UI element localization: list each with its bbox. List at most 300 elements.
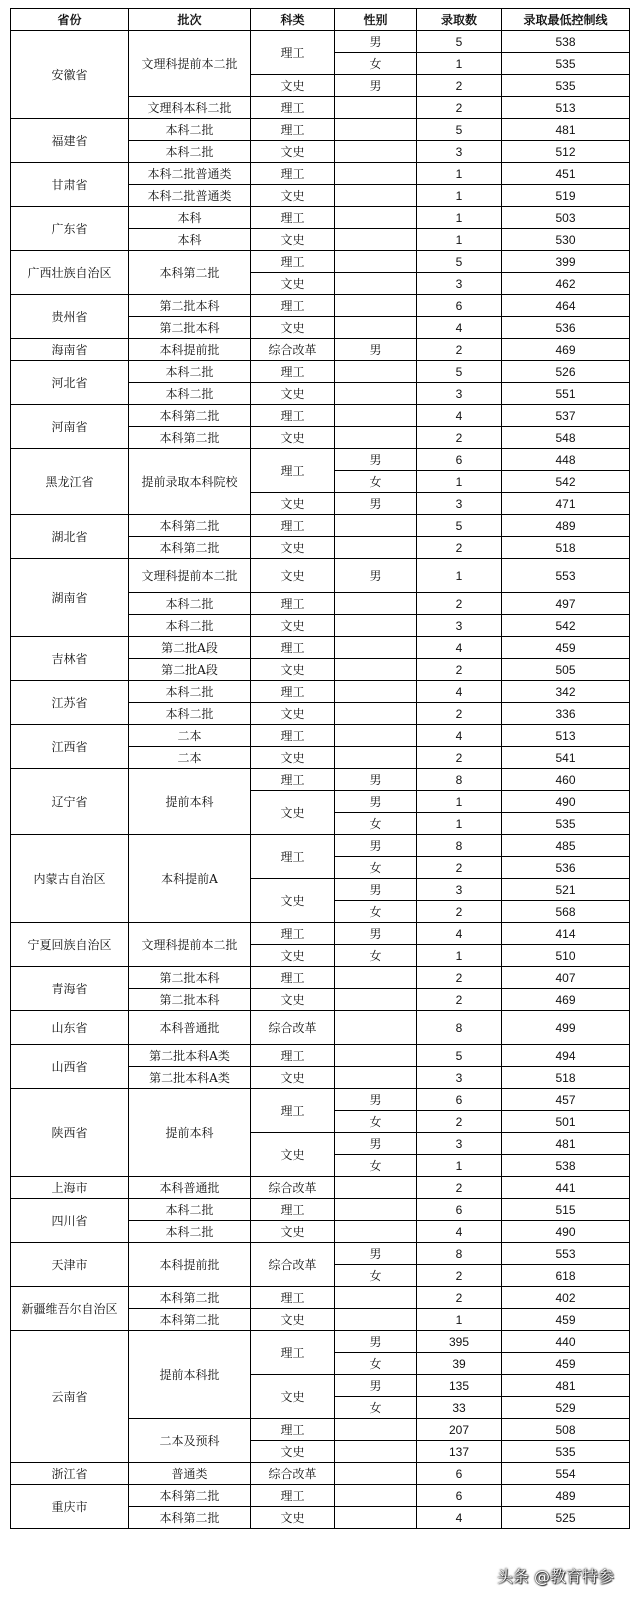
min-score-cell: 462 — [502, 273, 630, 295]
min-score-cell: 541 — [502, 747, 630, 769]
admitted-count-cell: 5 — [417, 1045, 502, 1067]
province-cell: 海南省 — [11, 339, 129, 361]
admitted-count-cell: 2 — [417, 97, 502, 119]
province-cell: 吉林省 — [11, 637, 129, 681]
province-cell: 四川省 — [11, 1199, 129, 1243]
min-score-cell: 459 — [502, 1309, 630, 1331]
admitted-count-cell: 3 — [417, 493, 502, 515]
batch-cell: 文理科提前本二批 — [129, 923, 251, 967]
category-cell: 文史 — [251, 703, 335, 725]
gender-cell: 女 — [335, 857, 417, 879]
min-score-cell: 441 — [502, 1177, 630, 1199]
watermark: 头条 @教育特参 — [496, 1567, 614, 1586]
gender-cell: 男 — [335, 1243, 417, 1265]
min-score-cell: 490 — [502, 1221, 630, 1243]
admission-score-table — [10, 8, 630, 1529]
min-score-cell: 553 — [502, 1243, 630, 1265]
category-cell: 理工 — [251, 119, 335, 141]
table-row — [11, 1485, 630, 1507]
batch-cell: 本科第二批 — [129, 515, 251, 537]
category-cell: 文史 — [251, 273, 335, 295]
min-score-cell: 530 — [502, 229, 630, 251]
province-cell: 云南省 — [11, 1331, 129, 1463]
province-cell: 江苏省 — [11, 681, 129, 725]
gender-cell: 女 — [335, 945, 417, 967]
gender-cell — [335, 967, 417, 989]
category-cell: 综合改革 — [251, 1011, 335, 1045]
category-cell: 理工 — [251, 97, 335, 119]
min-score-cell: 548 — [502, 427, 630, 449]
gender-cell — [335, 361, 417, 383]
table-row — [11, 207, 630, 229]
admitted-count-cell: 4 — [417, 405, 502, 427]
gender-cell — [335, 185, 417, 207]
gender-cell — [335, 295, 417, 317]
admitted-count-cell: 33 — [417, 1397, 502, 1419]
batch-cell: 本科二批 — [129, 383, 251, 405]
category-cell: 理工 — [251, 1089, 335, 1133]
gender-cell — [335, 229, 417, 251]
min-score-cell: 407 — [502, 967, 630, 989]
min-score-cell: 512 — [502, 141, 630, 163]
admitted-count-cell: 2 — [417, 967, 502, 989]
province-cell: 福建省 — [11, 119, 129, 163]
gender-cell — [335, 1485, 417, 1507]
gender-cell: 女 — [335, 1397, 417, 1419]
min-score-cell: 485 — [502, 835, 630, 857]
category-cell: 文史 — [251, 427, 335, 449]
min-score-cell: 519 — [502, 185, 630, 207]
batch-cell: 本科普通批 — [129, 1011, 251, 1045]
category-cell: 理工 — [251, 405, 335, 427]
gender-cell — [335, 97, 417, 119]
gender-cell: 女 — [335, 1111, 417, 1133]
category-cell: 理工 — [251, 1199, 335, 1221]
min-score-cell: 568 — [502, 901, 630, 923]
admitted-count-cell: 2 — [417, 75, 502, 97]
category-cell: 理工 — [251, 593, 335, 615]
gender-cell — [335, 637, 417, 659]
gender-cell — [335, 593, 417, 615]
gender-cell — [335, 119, 417, 141]
min-score-cell: 535 — [502, 813, 630, 835]
table-row — [11, 1463, 630, 1485]
header-row — [11, 9, 630, 31]
category-cell: 理工 — [251, 163, 335, 185]
min-score-cell: 618 — [502, 1265, 630, 1287]
admitted-count-cell: 6 — [417, 1485, 502, 1507]
admitted-count-cell: 2 — [417, 537, 502, 559]
min-score-cell: 536 — [502, 857, 630, 879]
min-score-cell: 451 — [502, 163, 630, 185]
admitted-count-cell: 4 — [417, 681, 502, 703]
min-score-cell: 497 — [502, 593, 630, 615]
province-cell: 陕西省 — [11, 1089, 129, 1177]
gender-cell: 男 — [335, 923, 417, 945]
gender-cell — [335, 1067, 417, 1089]
min-score-cell: 518 — [502, 537, 630, 559]
min-score-cell: 457 — [502, 1089, 630, 1111]
category-cell: 理工 — [251, 1419, 335, 1441]
header-province: 省份 — [11, 9, 129, 31]
province-cell: 甘肃省 — [11, 163, 129, 207]
category-cell: 文史 — [251, 229, 335, 251]
batch-cell: 本科普通批 — [129, 1177, 251, 1199]
table-row — [11, 1287, 630, 1309]
gender-cell — [335, 317, 417, 339]
category-cell: 综合改革 — [251, 1243, 335, 1287]
category-cell: 理工 — [251, 449, 335, 493]
batch-cell: 本科二批 — [129, 593, 251, 615]
province-cell: 河北省 — [11, 361, 129, 405]
batch-cell: 本科二批 — [129, 681, 251, 703]
batch-cell: 二本及预科 — [129, 1419, 251, 1463]
min-score-cell: 459 — [502, 637, 630, 659]
batch-cell: 文理科提前本二批 — [129, 31, 251, 97]
batch-cell: 第二批本科 — [129, 317, 251, 339]
category-cell: 理工 — [251, 923, 335, 945]
gender-cell: 男 — [335, 769, 417, 791]
admitted-count-cell: 1 — [417, 185, 502, 207]
batch-cell: 提前本科 — [129, 769, 251, 835]
header-category: 科类 — [251, 9, 335, 31]
gender-cell: 女 — [335, 813, 417, 835]
admitted-count-cell: 5 — [417, 251, 502, 273]
batch-cell: 提前本科 — [129, 1089, 251, 1177]
batch-cell: 本科二批 — [129, 615, 251, 637]
admitted-count-cell: 2 — [417, 339, 502, 361]
table-row — [11, 449, 630, 471]
admitted-count-cell: 3 — [417, 1067, 502, 1089]
admitted-count-cell: 3 — [417, 1133, 502, 1155]
category-cell: 文史 — [251, 659, 335, 681]
min-score-cell: 535 — [502, 75, 630, 97]
category-cell: 文史 — [251, 141, 335, 163]
batch-cell: 二本 — [129, 725, 251, 747]
category-cell: 文史 — [251, 185, 335, 207]
min-score-cell: 513 — [502, 725, 630, 747]
min-score-cell: 537 — [502, 405, 630, 427]
table-row — [11, 119, 630, 141]
gender-cell: 男 — [335, 559, 417, 593]
province-cell: 浙江省 — [11, 1463, 129, 1485]
min-score-cell: 538 — [502, 31, 630, 53]
table-row — [11, 1177, 630, 1199]
admitted-count-cell: 6 — [417, 1199, 502, 1221]
min-score-cell: 518 — [502, 1067, 630, 1089]
admitted-count-cell: 4 — [417, 1507, 502, 1529]
table-row — [11, 1243, 630, 1265]
admitted-count-cell: 1 — [417, 163, 502, 185]
min-score-cell: 399 — [502, 251, 630, 273]
batch-cell: 二本 — [129, 747, 251, 769]
category-cell: 文史 — [251, 1133, 335, 1177]
batch-cell: 第二批本科A类 — [129, 1045, 251, 1067]
table-row — [11, 361, 630, 383]
min-score-cell: 471 — [502, 493, 630, 515]
admitted-count-cell: 1 — [417, 813, 502, 835]
gender-cell: 男 — [335, 791, 417, 813]
gender-cell: 女 — [335, 471, 417, 493]
category-cell: 文史 — [251, 945, 335, 967]
min-score-cell: 414 — [502, 923, 630, 945]
category-cell: 文史 — [251, 747, 335, 769]
gender-cell — [335, 1199, 417, 1221]
batch-cell: 本科二批 — [129, 1199, 251, 1221]
gender-cell — [335, 515, 417, 537]
category-cell: 理工 — [251, 251, 335, 273]
province-cell: 广东省 — [11, 207, 129, 251]
min-score-cell: 481 — [502, 1375, 630, 1397]
batch-cell: 第二批本科 — [129, 295, 251, 317]
gender-cell: 男 — [335, 1331, 417, 1353]
gender-cell — [335, 703, 417, 725]
province-cell: 湖南省 — [11, 559, 129, 637]
admitted-count-cell: 1 — [417, 945, 502, 967]
gender-cell: 女 — [335, 1265, 417, 1287]
min-score-cell: 469 — [502, 989, 630, 1011]
admitted-count-cell: 3 — [417, 273, 502, 295]
table-row — [11, 339, 630, 361]
admitted-count-cell: 8 — [417, 835, 502, 857]
category-cell: 文史 — [251, 1067, 335, 1089]
category-cell: 理工 — [251, 31, 335, 75]
category-cell: 理工 — [251, 967, 335, 989]
admitted-count-cell: 207 — [417, 1419, 502, 1441]
admitted-count-cell: 2 — [417, 989, 502, 1011]
min-score-cell: 538 — [502, 1155, 630, 1177]
table-row — [11, 1089, 630, 1111]
category-cell: 文史 — [251, 75, 335, 97]
batch-cell: 本科提前批 — [129, 1243, 251, 1287]
category-cell: 理工 — [251, 1485, 335, 1507]
batch-cell: 本科第二批 — [129, 405, 251, 427]
category-cell: 理工 — [251, 769, 335, 791]
batch-cell: 本科二批普通类 — [129, 185, 251, 207]
min-score-cell: 535 — [502, 1441, 630, 1463]
admitted-count-cell: 39 — [417, 1353, 502, 1375]
gender-cell: 男 — [335, 31, 417, 53]
min-score-cell: 542 — [502, 615, 630, 637]
gender-cell: 男 — [335, 1375, 417, 1397]
admitted-count-cell: 5 — [417, 119, 502, 141]
min-score-cell: 490 — [502, 791, 630, 813]
admitted-count-cell: 5 — [417, 515, 502, 537]
table-row — [11, 835, 630, 857]
admitted-count-cell: 2 — [417, 857, 502, 879]
gender-cell — [335, 163, 417, 185]
min-score-cell: 489 — [502, 1485, 630, 1507]
batch-cell: 第二批A段 — [129, 637, 251, 659]
gender-cell — [335, 659, 417, 681]
province-cell: 江西省 — [11, 725, 129, 769]
batch-cell: 本科第二批 — [129, 1507, 251, 1529]
gender-cell — [335, 1045, 417, 1067]
admitted-count-cell: 3 — [417, 141, 502, 163]
min-score-cell: 553 — [502, 559, 630, 593]
min-score-cell: 402 — [502, 1287, 630, 1309]
min-score-cell: 542 — [502, 471, 630, 493]
batch-cell: 本科二批 — [129, 141, 251, 163]
admitted-count-cell: 137 — [417, 1441, 502, 1463]
admitted-count-cell: 2 — [417, 747, 502, 769]
admitted-count-cell: 3 — [417, 615, 502, 637]
admitted-count-cell: 5 — [417, 361, 502, 383]
batch-cell: 本科第二批 — [129, 1309, 251, 1331]
admitted-count-cell: 4 — [417, 923, 502, 945]
min-score-cell: 489 — [502, 515, 630, 537]
gender-cell — [335, 427, 417, 449]
gender-cell — [335, 615, 417, 637]
gender-cell — [335, 383, 417, 405]
gender-cell — [335, 207, 417, 229]
min-score-cell: 440 — [502, 1331, 630, 1353]
min-score-cell: 503 — [502, 207, 630, 229]
category-cell: 理工 — [251, 681, 335, 703]
min-score-cell: 536 — [502, 317, 630, 339]
batch-cell: 本科第二批 — [129, 251, 251, 295]
admitted-count-cell: 1 — [417, 791, 502, 813]
admitted-count-cell: 4 — [417, 637, 502, 659]
min-score-cell: 521 — [502, 879, 630, 901]
table-row — [11, 637, 630, 659]
province-cell: 广西壮族自治区 — [11, 251, 129, 295]
table-row — [11, 515, 630, 537]
batch-cell: 本科二批 — [129, 119, 251, 141]
batch-cell: 本科第二批 — [129, 537, 251, 559]
category-cell: 理工 — [251, 1287, 335, 1309]
table-row — [11, 163, 630, 185]
min-score-cell: 481 — [502, 1133, 630, 1155]
min-score-cell: 508 — [502, 1419, 630, 1441]
category-cell: 文史 — [251, 1221, 335, 1243]
min-score-cell: 554 — [502, 1463, 630, 1485]
admitted-count-cell: 8 — [417, 769, 502, 791]
gender-cell — [335, 1507, 417, 1529]
gender-cell: 男 — [335, 879, 417, 901]
admitted-count-cell: 1 — [417, 1155, 502, 1177]
gender-cell: 男 — [335, 835, 417, 857]
category-cell: 理工 — [251, 725, 335, 747]
category-cell: 理工 — [251, 515, 335, 537]
batch-cell: 提前录取本科院校 — [129, 449, 251, 515]
gender-cell: 男 — [335, 339, 417, 361]
category-cell: 文史 — [251, 537, 335, 559]
province-cell: 青海省 — [11, 967, 129, 1011]
admitted-count-cell: 4 — [417, 317, 502, 339]
gender-cell: 男 — [335, 1089, 417, 1111]
batch-cell: 本科第二批 — [129, 1485, 251, 1507]
category-cell: 理工 — [251, 295, 335, 317]
min-score-cell: 342 — [502, 681, 630, 703]
category-cell: 理工 — [251, 1331, 335, 1375]
admitted-count-cell: 1 — [417, 559, 502, 593]
table-row — [11, 725, 630, 747]
admitted-count-cell: 4 — [417, 1221, 502, 1243]
batch-cell: 第二批本科 — [129, 967, 251, 989]
category-cell: 文史 — [251, 989, 335, 1011]
gender-cell: 男 — [335, 493, 417, 515]
batch-cell: 本科提前A — [129, 835, 251, 923]
batch-cell: 本科二批 — [129, 361, 251, 383]
batch-cell: 第二批本科 — [129, 989, 251, 1011]
province-cell: 宁夏回族自治区 — [11, 923, 129, 967]
category-cell: 文史 — [251, 1375, 335, 1419]
table-row — [11, 769, 630, 791]
province-cell: 黑龙江省 — [11, 449, 129, 515]
province-cell: 内蒙古自治区 — [11, 835, 129, 923]
min-score-cell: 459 — [502, 1353, 630, 1375]
province-cell: 辽宁省 — [11, 769, 129, 835]
batch-cell: 本科 — [129, 229, 251, 251]
gender-cell — [335, 747, 417, 769]
batch-cell: 本科第二批 — [129, 427, 251, 449]
table-body — [11, 31, 630, 1529]
table-row — [11, 251, 630, 273]
province-cell: 上海市 — [11, 1177, 129, 1199]
category-cell: 文史 — [251, 1441, 335, 1463]
gender-cell — [335, 989, 417, 1011]
gender-cell — [335, 405, 417, 427]
category-cell: 综合改革 — [251, 1177, 335, 1199]
batch-cell: 本科二批 — [129, 1221, 251, 1243]
category-cell: 理工 — [251, 637, 335, 659]
admitted-count-cell: 3 — [417, 879, 502, 901]
min-score-cell: 551 — [502, 383, 630, 405]
min-score-cell: 448 — [502, 449, 630, 471]
min-score-cell: 505 — [502, 659, 630, 681]
category-cell: 文史 — [251, 615, 335, 637]
admitted-count-cell: 1 — [417, 207, 502, 229]
gender-cell — [335, 1177, 417, 1199]
admitted-count-cell: 5 — [417, 31, 502, 53]
province-cell: 重庆市 — [11, 1485, 129, 1529]
min-score-cell: 526 — [502, 361, 630, 383]
batch-cell: 第二批A段 — [129, 659, 251, 681]
admitted-count-cell: 1 — [417, 53, 502, 75]
category-cell: 综合改革 — [251, 1463, 335, 1485]
category-cell: 理工 — [251, 1045, 335, 1067]
category-cell: 文史 — [251, 879, 335, 923]
gender-cell — [335, 1011, 417, 1045]
table-row — [11, 295, 630, 317]
table-row — [11, 967, 630, 989]
header-batch: 批次 — [129, 9, 251, 31]
admitted-count-cell: 6 — [417, 295, 502, 317]
province-cell: 贵州省 — [11, 295, 129, 339]
batch-cell: 本科二批普通类 — [129, 163, 251, 185]
province-cell: 天津市 — [11, 1243, 129, 1287]
header-min-score: 录取最低控制线 — [502, 9, 630, 31]
gender-cell — [335, 1441, 417, 1463]
table-row — [11, 1045, 630, 1067]
admitted-count-cell: 2 — [417, 901, 502, 923]
admitted-count-cell: 2 — [417, 1265, 502, 1287]
province-cell: 河南省 — [11, 405, 129, 449]
gender-cell — [335, 251, 417, 273]
min-score-cell: 460 — [502, 769, 630, 791]
min-score-cell: 464 — [502, 295, 630, 317]
table-header — [11, 9, 630, 31]
gender-cell — [335, 681, 417, 703]
gender-cell — [335, 537, 417, 559]
admitted-count-cell: 2 — [417, 659, 502, 681]
gender-cell: 女 — [335, 53, 417, 75]
admitted-count-cell: 135 — [417, 1375, 502, 1397]
batch-cell: 文理科本科二批 — [129, 97, 251, 119]
gender-cell: 女 — [335, 901, 417, 923]
gender-cell: 女 — [335, 1155, 417, 1177]
